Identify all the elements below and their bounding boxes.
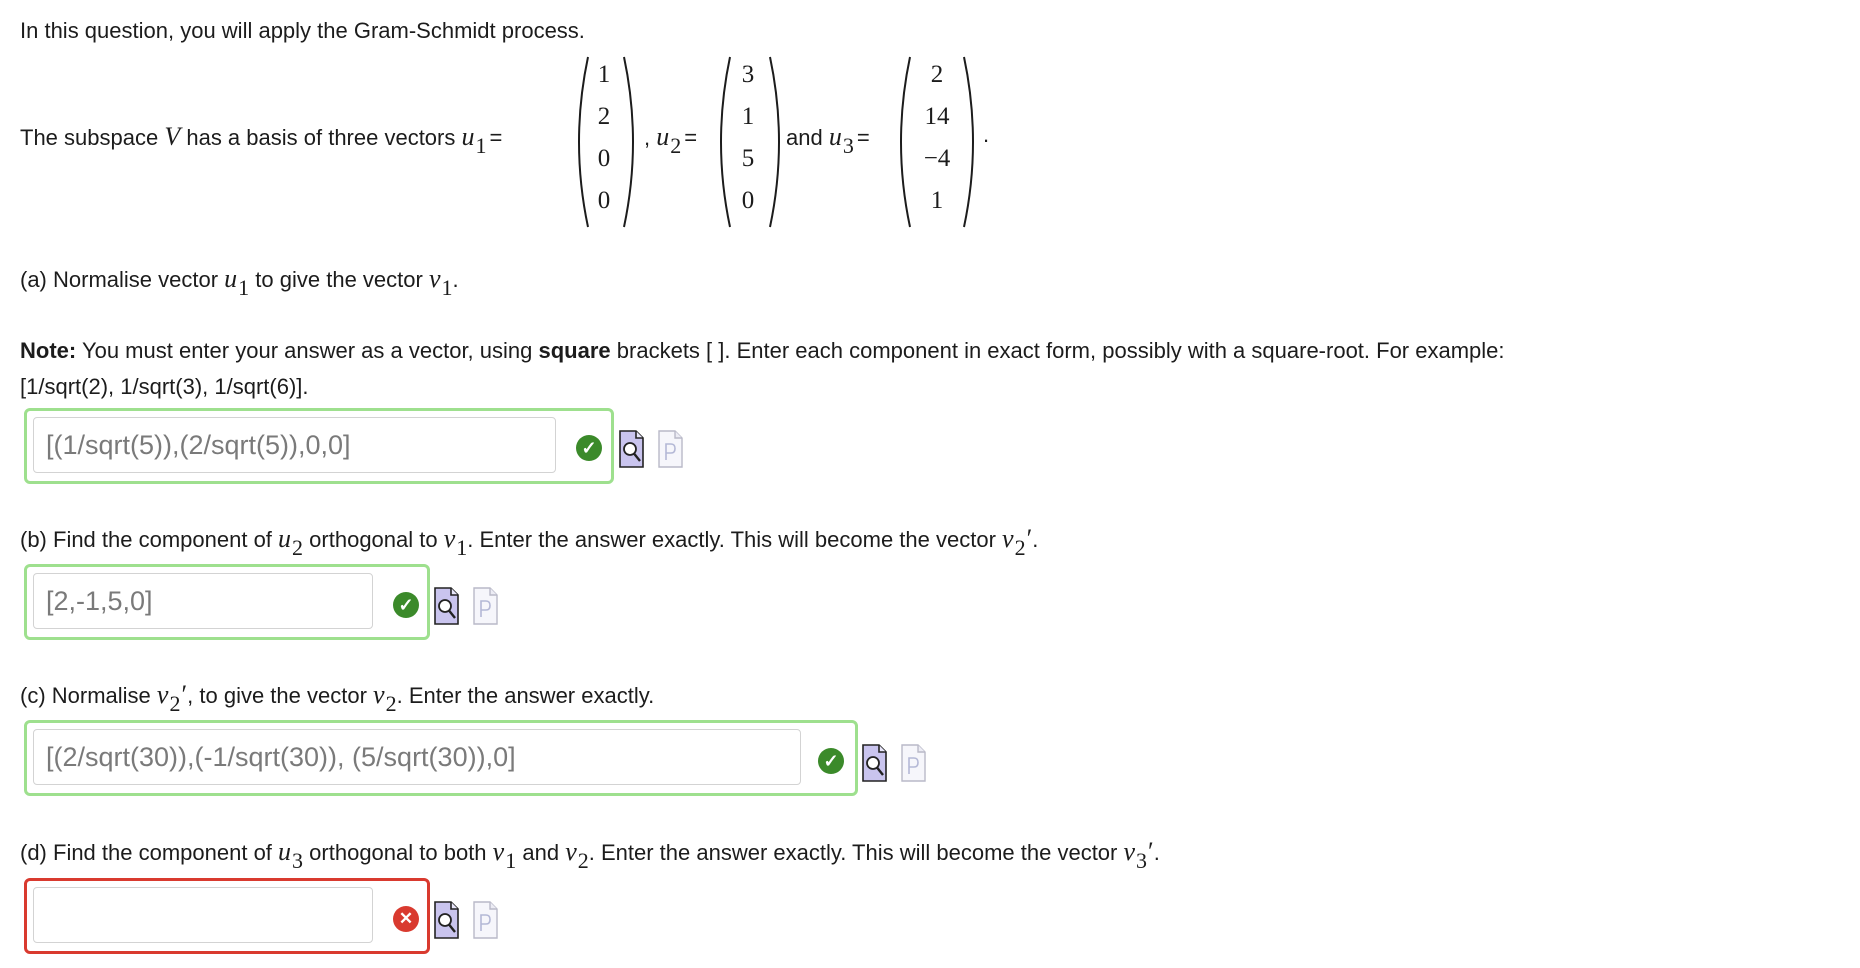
u2-entry: 3 bbox=[741, 61, 755, 88]
u3-entry: 2 bbox=[930, 61, 944, 88]
u2-symbol: $u_2$ bbox=[278, 524, 304, 560]
part-c-suffix: . Enter the answer exactly. bbox=[396, 683, 655, 708]
syntax-hint-icon[interactable] bbox=[899, 744, 927, 782]
preview-document-icon[interactable] bbox=[432, 901, 460, 939]
basis-text-before: The subspace bbox=[20, 125, 159, 150]
v1-symbol: $v_1$ bbox=[443, 524, 468, 560]
v2-symbol: $v_2$ bbox=[373, 680, 397, 716]
vector-u2-entries bbox=[728, 54, 768, 230]
basis-text-middle: has a basis of three vectors bbox=[186, 125, 456, 150]
and-text: and bbox=[786, 125, 823, 150]
part-a-prefix: (a) Normalise vector bbox=[20, 267, 219, 292]
period: . bbox=[1032, 527, 1039, 552]
answer-b-container bbox=[24, 564, 430, 640]
preview-document-icon[interactable] bbox=[617, 430, 645, 468]
check-circle-icon: ✓ bbox=[576, 435, 602, 461]
answer-c-input[interactable] bbox=[33, 729, 801, 785]
part-c-middle: , to give the vector bbox=[187, 683, 367, 708]
intro-text: In this question, you will apply the Gram-Schmidt process. bbox=[20, 18, 585, 43]
v2-prime-symbol: $v_2'$ bbox=[156, 680, 188, 716]
preview-document-icon[interactable] bbox=[432, 587, 460, 625]
subspace-symbol: V bbox=[164, 122, 181, 151]
part-b-question bbox=[20, 524, 1039, 560]
u2-entry: 5 bbox=[741, 145, 755, 172]
preview-document-icon[interactable] bbox=[860, 744, 888, 782]
period: . bbox=[1153, 840, 1160, 865]
u3-entry: −4 bbox=[923, 145, 951, 172]
v3-prime-symbol: $v_3'$ bbox=[1123, 837, 1154, 873]
equals-sign: = bbox=[684, 125, 698, 150]
u2-label-group bbox=[644, 122, 700, 158]
u3-label: $u_3$ bbox=[828, 122, 854, 158]
basis-period: . bbox=[983, 122, 990, 147]
part-a-middle: to give the vector bbox=[255, 267, 423, 292]
u3-entry: 14 bbox=[924, 103, 950, 130]
part-b-prefix: (b) Find the component of bbox=[20, 527, 272, 552]
answer-a-input[interactable] bbox=[33, 417, 556, 473]
left-paren bbox=[888, 54, 914, 230]
basis-statement bbox=[20, 122, 505, 158]
note-text-1: You must enter your answer as a vector, using bbox=[81, 338, 533, 363]
part-d-question bbox=[20, 837, 1160, 873]
u1-entry: 1 bbox=[597, 61, 611, 88]
check-circle-icon: ✓ bbox=[393, 592, 419, 618]
period: . bbox=[452, 267, 459, 292]
right-paren bbox=[620, 54, 646, 230]
note-line-1 bbox=[20, 338, 1505, 364]
syntax-hint-icon[interactable] bbox=[656, 430, 684, 468]
answer-d-input[interactable] bbox=[33, 887, 373, 943]
answer-c-container bbox=[24, 720, 858, 796]
v1-symbol: $v_1$ bbox=[428, 264, 453, 300]
v1-symbol: $v_1$ bbox=[492, 837, 517, 873]
note-text-2: brackets [ ]. Enter each component in exact form, possibly with a square-root. For example: bbox=[616, 338, 1505, 363]
note-example: [1/sqrt(2), 1/sqrt(3), 1/sqrt(6)]. bbox=[20, 374, 309, 399]
u3-label-group bbox=[786, 122, 873, 158]
part-d-prefix: (d) Find the component of bbox=[20, 840, 272, 865]
vector-u3-entries bbox=[912, 54, 962, 230]
u2-entry: 1 bbox=[741, 103, 755, 130]
part-d-and: and bbox=[522, 840, 560, 865]
note-label: Note: bbox=[20, 338, 77, 363]
u3-entry: 1 bbox=[930, 187, 944, 214]
v2-prime-symbol: $v_2'$ bbox=[1002, 524, 1033, 560]
part-a-question bbox=[20, 264, 459, 300]
part-d-middle: orthogonal to both bbox=[309, 840, 487, 865]
equals-sign: = bbox=[856, 125, 870, 150]
syntax-hint-icon[interactable] bbox=[471, 901, 499, 939]
answer-a-container bbox=[24, 408, 614, 484]
u2-label: $u_2$ bbox=[656, 122, 682, 158]
equals-sign: = bbox=[489, 125, 503, 150]
part-d-suffix: . Enter the answer exactly. This will become the vector bbox=[588, 840, 1118, 865]
v2-symbol: $v_2$ bbox=[565, 837, 589, 873]
part-c-question bbox=[20, 680, 655, 716]
part-c-prefix: (c) Normalise bbox=[20, 683, 151, 708]
u1-entry: 0 bbox=[597, 187, 611, 214]
x-circle-icon: ✕ bbox=[393, 906, 419, 932]
check-circle-icon: ✓ bbox=[818, 748, 844, 774]
part-b-suffix: . Enter the answer exactly. This will become the vector bbox=[467, 527, 996, 552]
part-b-middle: orthogonal to bbox=[309, 527, 438, 552]
u3-symbol: $u_3$ bbox=[278, 837, 304, 873]
u2-entry: 0 bbox=[741, 187, 755, 214]
u1-entry: 0 bbox=[597, 145, 611, 172]
u1-entry: 2 bbox=[597, 103, 611, 130]
syntax-hint-icon[interactable] bbox=[471, 587, 499, 625]
u1-label: $u_1$ bbox=[461, 122, 487, 158]
note-bold: square bbox=[538, 338, 611, 363]
answer-d-container bbox=[24, 878, 430, 954]
answer-b-input[interactable] bbox=[33, 573, 373, 629]
comma: , bbox=[644, 125, 651, 150]
vector-u1-entries bbox=[584, 54, 624, 230]
u1-symbol: $u_1$ bbox=[224, 264, 250, 300]
